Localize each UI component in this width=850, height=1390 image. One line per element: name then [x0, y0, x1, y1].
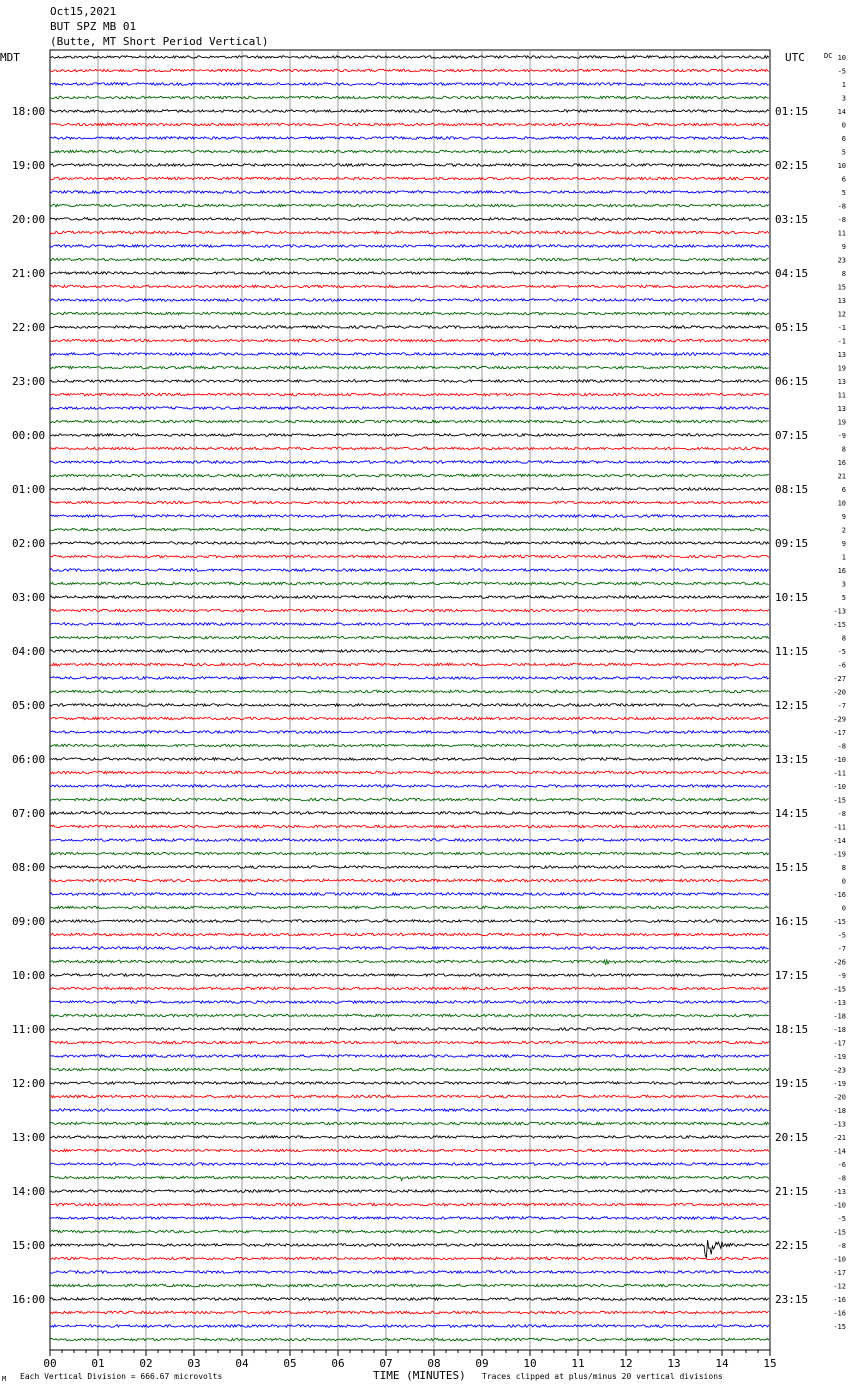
- trace-line: [50, 1240, 769, 1257]
- trace-line: [50, 1190, 769, 1193]
- trace-line: [50, 1298, 769, 1301]
- corner-mark: M: [2, 1375, 7, 1383]
- trace-line: [50, 1203, 769, 1206]
- left-hour-label: 16:00: [12, 1293, 46, 1306]
- left-hour-label: 01:00: [12, 483, 46, 496]
- dc-offset-label: 6: [841, 135, 846, 143]
- dc-offset-label: -18: [833, 1107, 846, 1115]
- dc-offset-label: 19: [837, 418, 846, 427]
- trace-line: [50, 1122, 769, 1125]
- dc-offset-label: -23: [833, 1066, 846, 1075]
- trace-line: [50, 906, 769, 909]
- right-hour-label: 03:15: [775, 213, 809, 226]
- dc-offset-label: 10: [837, 162, 846, 170]
- trace-line: [50, 461, 769, 464]
- trace-line: [50, 758, 769, 761]
- trace-line: [50, 960, 769, 965]
- trace-line: [50, 798, 769, 801]
- left-hour-label: 08:00: [12, 861, 46, 874]
- dc-offset-label: -14: [833, 1147, 846, 1156]
- dc-offset-label: 6: [841, 175, 846, 184]
- left-zone-label: MDT: [0, 51, 20, 64]
- trace-line: [50, 569, 769, 572]
- trace-line: [50, 69, 769, 72]
- dc-offset-label: 8: [841, 864, 846, 872]
- trace-line: [50, 1311, 769, 1314]
- right-hour-label: 15:15: [775, 861, 809, 874]
- dc-offset-label: 1: [841, 81, 846, 89]
- right-hour-label: 12:15: [775, 699, 809, 712]
- trace-line: [50, 839, 769, 842]
- dc-offset-label: -8: [837, 216, 846, 224]
- dc-offset-label: -8: [837, 742, 846, 751]
- dc-offset-label: -17: [833, 1039, 846, 1048]
- left-hour-label: 12:00: [12, 1077, 46, 1090]
- right-zone-label: UTC: [785, 51, 805, 64]
- trace-line: [50, 1095, 769, 1098]
- dc-offset-label: -12: [833, 1282, 846, 1291]
- dc-offset-label: 8: [841, 270, 846, 278]
- trace-line: [50, 204, 769, 207]
- x-tick-label: 04: [235, 1357, 249, 1370]
- dc-offset-labels: [833, 54, 846, 1331]
- x-tick-label: 06: [331, 1357, 345, 1370]
- dc-offset-label: 1: [841, 553, 846, 562]
- dc-offset-label: -13: [833, 1120, 846, 1129]
- trace-line: [50, 1082, 769, 1085]
- dc-offset-label: -18: [833, 1012, 846, 1021]
- trace-line: [50, 326, 769, 329]
- trace-line: [50, 974, 769, 977]
- dc-offset-label: -9: [837, 432, 846, 440]
- dc-offset-label: -19: [833, 850, 846, 859]
- header-location: (Butte, MT Short Period Vertical): [50, 35, 269, 48]
- dc-offset-label: -15: [833, 1228, 846, 1237]
- dc-offset-label: -8: [837, 810, 846, 818]
- left-hour-label: 10:00: [12, 969, 46, 982]
- dc-offset-label: 8: [841, 445, 846, 454]
- trace-line: [50, 137, 769, 140]
- trace-line: [50, 218, 769, 221]
- trace-line: [50, 110, 769, 113]
- trace-line: [50, 1284, 769, 1287]
- dc-offset-label: 0: [841, 904, 846, 913]
- dc-offset-label: 13: [837, 405, 846, 413]
- trace-line: [50, 947, 769, 950]
- trace-line: [50, 56, 769, 59]
- trace-line: [50, 690, 769, 693]
- dc-offset-label: -9: [837, 972, 846, 980]
- dc-offset-label: -20: [833, 688, 846, 697]
- dc-offset-label: -14: [833, 837, 846, 845]
- trace-line: [50, 852, 769, 855]
- x-tick-label: 11: [571, 1357, 585, 1370]
- left-hour-labels: [12, 105, 45, 1306]
- trace-line: [50, 704, 769, 707]
- dc-offset-label: -10: [833, 783, 846, 791]
- dc-offset-label: 8: [841, 634, 846, 643]
- trace-line: [50, 609, 769, 612]
- dc-offset-label: -7: [837, 945, 846, 953]
- dc-offset-label: -7: [837, 702, 846, 710]
- trace-line: [50, 1230, 769, 1233]
- dc-offset-label: -10: [833, 1255, 846, 1264]
- left-hour-label: 19:00: [12, 159, 46, 172]
- left-hour-label: 18:00: [12, 105, 46, 118]
- x-axis: [43, 1350, 776, 1370]
- trace-line: [50, 596, 769, 599]
- left-hour-label: 11:00: [12, 1023, 46, 1036]
- dc-offset-label: 19: [837, 364, 846, 373]
- dc-offset-label: 23: [837, 256, 846, 265]
- trace-line: [50, 1028, 769, 1031]
- x-tick-label: 01: [91, 1357, 105, 1370]
- dc-offset-label: 10: [837, 54, 846, 62]
- right-hour-label: 14:15: [775, 807, 809, 820]
- trace-line: [50, 555, 769, 558]
- trace-line: [50, 1271, 769, 1274]
- dc-offset-label: 6: [841, 486, 846, 494]
- right-hour-labels: [775, 105, 808, 1306]
- dc-offset-label: -20: [833, 1093, 846, 1102]
- left-hour-label: 20:00: [12, 213, 46, 226]
- dc-offset-label: -27: [833, 675, 846, 683]
- trace-line: [50, 488, 769, 491]
- dc-offset-label: -18: [833, 1026, 846, 1034]
- x-tick-label: 07: [379, 1357, 393, 1370]
- right-hour-label: 08:15: [775, 483, 809, 496]
- x-axis-label: TIME (MINUTES): [373, 1369, 466, 1382]
- dc-offset-label: 16: [837, 459, 846, 467]
- trace-line: [50, 893, 769, 896]
- trace-line: [50, 1055, 769, 1058]
- dc-offset-label: -17: [833, 729, 846, 737]
- dc-offset-label: 13: [837, 378, 846, 386]
- x-tick-label: 12: [619, 1357, 633, 1370]
- right-hour-label: 07:15: [775, 429, 809, 442]
- trace-line: [50, 434, 769, 437]
- dc-offset-label: -10: [833, 1201, 846, 1210]
- right-hour-label: 04:15: [775, 267, 809, 280]
- trace-line: [50, 731, 769, 734]
- right-hour-label: 20:15: [775, 1131, 809, 1144]
- dc-offset-label: -13: [833, 999, 846, 1007]
- trace-line: [50, 717, 769, 720]
- left-hour-label: 00:00: [12, 429, 46, 442]
- right-hour-label: 19:15: [775, 1077, 809, 1090]
- dc-offset-label: -5: [837, 931, 846, 940]
- trace-line: [50, 447, 769, 450]
- dc-offset-label: -11: [833, 769, 846, 778]
- trace-line: [50, 1109, 769, 1112]
- header-station: BUT SPZ MB 01: [50, 20, 137, 33]
- dc-offset-label: -15: [833, 918, 846, 926]
- trace-line: [50, 231, 769, 234]
- trace-line: [50, 650, 769, 653]
- trace-line: [50, 1163, 769, 1166]
- trace-line: [50, 407, 769, 410]
- dc-offset-label: -16: [833, 891, 846, 899]
- right-hour-label: 23:15: [775, 1293, 809, 1306]
- trace-line: [50, 339, 769, 342]
- dc-offset-label: 0: [841, 877, 846, 886]
- trace-line: [50, 366, 769, 369]
- dc-offset-label: -19: [833, 1080, 846, 1088]
- left-hour-label: 23:00: [12, 375, 46, 388]
- trace-line: [50, 245, 769, 248]
- trace-line: [50, 542, 769, 545]
- trace-line: [50, 677, 769, 680]
- x-tick-label: 09: [475, 1357, 489, 1370]
- dc-offset-label: 11: [837, 229, 846, 238]
- dc-offset-label: -17: [833, 1269, 846, 1277]
- dc-offset-label: -8: [837, 1174, 846, 1183]
- right-hour-label: 18:15: [775, 1023, 809, 1036]
- traces: [50, 56, 769, 1341]
- x-tick-label: 14: [715, 1357, 729, 1370]
- trace-line: [50, 933, 769, 936]
- trace-line: [50, 866, 769, 869]
- dc-offset-label: 13: [837, 297, 846, 305]
- dc-offset-label: 0: [841, 121, 846, 130]
- trace-line: [50, 1257, 769, 1260]
- dc-offset-label: 16: [837, 567, 846, 575]
- trace-line: [50, 150, 769, 153]
- left-hour-label: 13:00: [12, 1131, 46, 1144]
- trace-line: [50, 285, 769, 288]
- dc-offset-label: 14: [837, 108, 846, 116]
- dc-offset-label: -5: [837, 67, 846, 76]
- left-hour-label: 05:00: [12, 699, 46, 712]
- dc-offset-label: -6: [837, 1161, 846, 1169]
- dc-offset-label: 3: [841, 580, 846, 589]
- dc-offset-label: 12: [837, 310, 846, 319]
- dc-offset-label: -15: [833, 985, 846, 994]
- dc-offset-label: 9: [841, 540, 846, 548]
- clip-note: Traces clipped at plus/minus 20 vertical divisions: [482, 1372, 723, 1381]
- trace-line: [50, 380, 769, 383]
- right-hour-label: 05:15: [775, 321, 809, 334]
- dc-offset-label: -6: [837, 661, 846, 670]
- trace-line: [50, 1041, 769, 1044]
- dc-offset-label: 13: [837, 351, 846, 359]
- trace-line: [50, 299, 769, 302]
- header-date: Oct15,2021: [50, 5, 117, 18]
- trace-line: [50, 1217, 769, 1220]
- trace-line: [50, 528, 769, 531]
- dc-offset-label: -11: [833, 823, 846, 832]
- dc-offset-label: -16: [833, 1309, 846, 1318]
- dc-offset-label: 11: [837, 391, 846, 400]
- x-tick-label: 10: [523, 1357, 537, 1370]
- dc-offset-label: 3: [841, 94, 846, 103]
- dc-offset-label: -26: [833, 958, 846, 967]
- trace-line: [50, 1001, 769, 1004]
- dc-offset-label: 5: [841, 189, 846, 197]
- dc-offset-label: -5: [837, 648, 846, 656]
- dc-offset-label: -21: [833, 1134, 846, 1142]
- trace-line: [50, 1149, 769, 1152]
- x-tick-label: 08: [427, 1357, 441, 1370]
- right-hour-label: 16:15: [775, 915, 809, 928]
- dc-offset-label: 2: [841, 526, 846, 535]
- x-tick-label: 15: [763, 1357, 777, 1370]
- scale-note: Each Vertical Division = 666.67 microvolts: [20, 1372, 223, 1381]
- dc-offset-label: -10: [833, 756, 846, 764]
- dc-offset-label: -15: [833, 621, 846, 629]
- trace-line: [50, 420, 769, 423]
- dc-offset-label: -19: [833, 1053, 846, 1061]
- trace-line: [50, 96, 769, 99]
- dc-offset-label: -1: [837, 324, 846, 332]
- x-tick-label: 03: [187, 1357, 201, 1370]
- dc-offset-label: -1: [837, 337, 846, 346]
- left-hour-label: 15:00: [12, 1239, 46, 1252]
- trace-line: [50, 879, 769, 882]
- dc-offset-label: 9: [841, 243, 846, 251]
- trace-line: [50, 636, 769, 639]
- right-hour-label: 11:15: [775, 645, 809, 658]
- right-hour-label: 09:15: [775, 537, 809, 550]
- left-hour-label: 04:00: [12, 645, 46, 658]
- trace-line: [50, 771, 769, 774]
- right-hour-label: 01:15: [775, 105, 809, 118]
- trace-line: [50, 191, 769, 194]
- left-hour-label: 02:00: [12, 537, 46, 550]
- trace-line: [50, 744, 769, 747]
- trace-line: [50, 1136, 769, 1139]
- trace-line: [50, 272, 769, 275]
- left-hour-label: 07:00: [12, 807, 46, 820]
- trace-line: [50, 123, 769, 126]
- trace-line: [50, 1325, 769, 1328]
- left-hour-label: 14:00: [12, 1185, 46, 1198]
- trace-line: [50, 474, 769, 477]
- dc-offset-label: 5: [841, 148, 846, 157]
- trace-line: [50, 1068, 769, 1071]
- dc-offset-label: -8: [837, 202, 846, 211]
- left-hour-label: 22:00: [12, 321, 46, 334]
- dc-offset-label: -15: [833, 796, 846, 805]
- right-hour-label: 02:15: [775, 159, 809, 172]
- trace-line: [50, 1014, 769, 1017]
- trace-line: [50, 83, 769, 86]
- trace-line: [50, 501, 769, 504]
- trace-line: [50, 1338, 769, 1341]
- dc-offset-label: -16: [833, 1296, 846, 1304]
- dc-offset-label: 5: [841, 594, 846, 602]
- trace-line: [50, 920, 769, 923]
- dc-offset-label: 21: [837, 472, 846, 481]
- left-hour-label: 21:00: [12, 267, 46, 280]
- trace-line: [50, 353, 769, 356]
- right-hour-label: 10:15: [775, 591, 809, 604]
- x-tick-label: 05: [283, 1357, 297, 1370]
- left-hour-label: 03:00: [12, 591, 46, 604]
- right-hour-label: 13:15: [775, 753, 809, 766]
- dc-offset-label: 9: [841, 513, 846, 521]
- left-hour-label: 06:00: [12, 753, 46, 766]
- trace-line: [50, 825, 769, 828]
- trace-line: [50, 663, 769, 666]
- right-hour-label: 21:15: [775, 1185, 809, 1198]
- trace-line: [50, 812, 769, 815]
- trace-line: [50, 623, 769, 626]
- dc-offset-label: -5: [837, 1215, 846, 1223]
- right-hour-label: 17:15: [775, 969, 809, 982]
- trace-line: [50, 164, 769, 167]
- trace-line: [50, 393, 769, 396]
- dc-offset-label: 15: [837, 283, 846, 292]
- trace-line: [50, 312, 769, 315]
- trace-line: [50, 177, 769, 180]
- dc-offset-label: -13: [833, 1188, 846, 1196]
- x-tick-label: 00: [43, 1357, 57, 1370]
- dc-offset-label: -13: [833, 607, 846, 616]
- right-hour-label: 06:15: [775, 375, 809, 388]
- trace-line: [50, 785, 769, 788]
- trace-line: [50, 582, 769, 585]
- dc-offset-label: -8: [837, 1242, 846, 1250]
- trace-line: [50, 987, 769, 990]
- x-tick-label: 13: [667, 1357, 681, 1370]
- x-tick-label: 02: [139, 1357, 153, 1370]
- dc-offset-label: -29: [833, 715, 846, 724]
- trace-line: [50, 515, 769, 518]
- right-hour-label: 22:15: [775, 1239, 809, 1252]
- dc-label: DC: [824, 52, 833, 60]
- dc-offset-label: 10: [837, 499, 846, 508]
- left-hour-label: 09:00: [12, 915, 46, 928]
- trace-line: [50, 258, 769, 261]
- trace-line: [50, 1176, 769, 1180]
- dc-offset-label: -15: [833, 1323, 846, 1331]
